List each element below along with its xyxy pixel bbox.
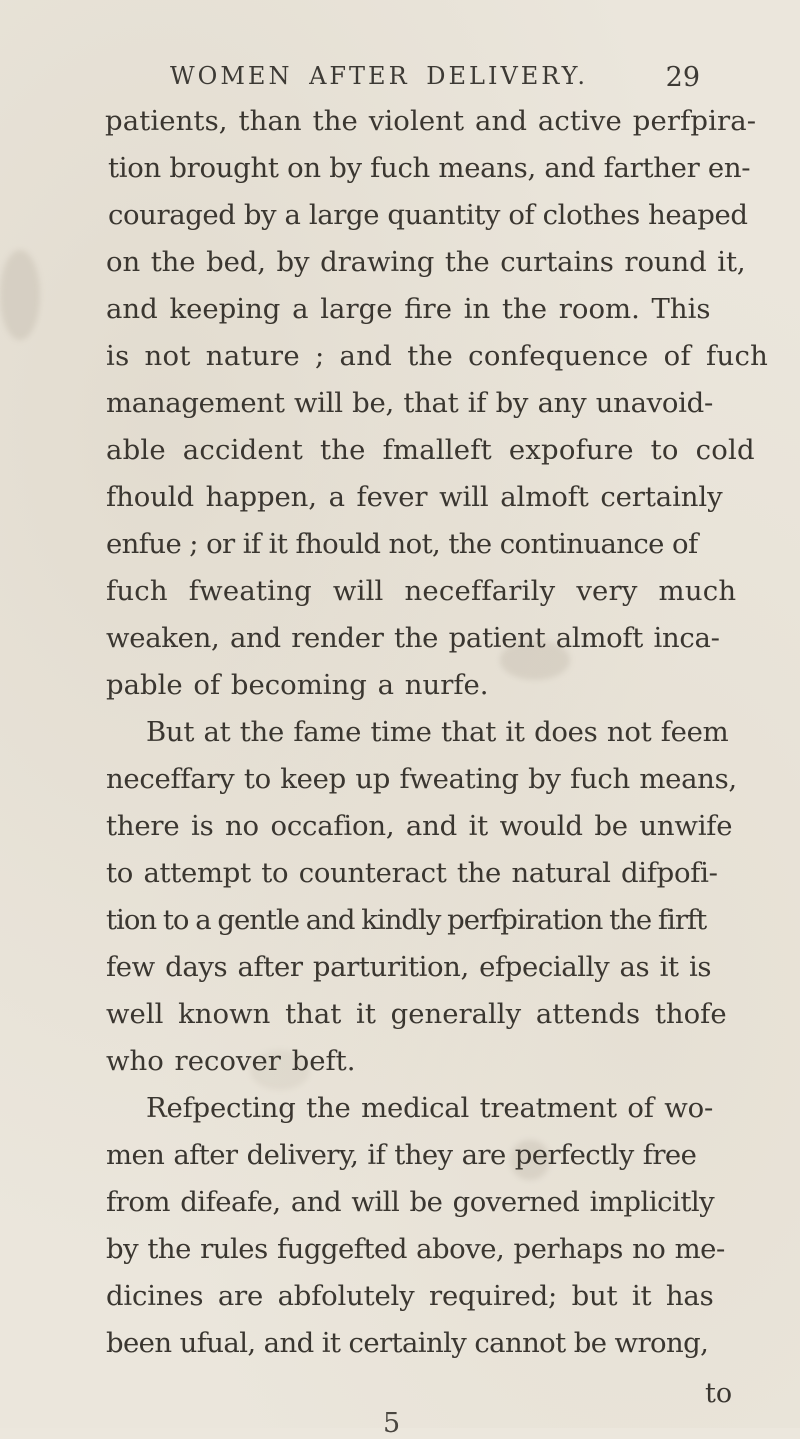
text-line: is not nature ; and the confequence of fuch xyxy=(106,340,769,372)
text-line: couraged by a large quantity of clothes heaped xyxy=(108,199,748,231)
text-line: patients, than the violent and active perfpira- xyxy=(105,105,757,137)
text-line: who recover beft. xyxy=(106,1045,356,1077)
text-line: few days after parturition, efpecially as it is xyxy=(106,951,712,983)
text-line: to attempt to counteract the natural difpofi- xyxy=(106,857,718,889)
paper-stain xyxy=(0,250,40,340)
signature-mark: 5 xyxy=(383,1408,401,1439)
text-line: But at the fame time that it does not feem xyxy=(146,716,729,748)
text-line: been ufual, and it certainly cannot be wrong, xyxy=(106,1327,709,1359)
text-line: dicines are abfolutely required; but it has xyxy=(106,1280,714,1312)
text-line: fhould happen, a fever will almoft certainly xyxy=(106,481,723,513)
text-line: pable of becoming a nurfe. xyxy=(106,669,489,701)
text-line: tion brought on by fuch means, and farther en- xyxy=(108,152,751,184)
text-line: on the bed, by drawing the curtains round it, xyxy=(106,246,746,278)
text-line: Refpecting the medical treatment of wo- xyxy=(146,1092,714,1124)
text-line: management will be, that if by any unavoid- xyxy=(106,387,713,419)
text-line: able accident the fmalleft expofure to cold xyxy=(106,434,755,466)
text-line: enfue ; or if it fhould not, the continuance of xyxy=(106,528,698,560)
catchword: to xyxy=(705,1378,733,1409)
text-line: there is no occafion, and it would be unwife xyxy=(106,810,733,842)
text-line: men after delivery, if they are perfectly free xyxy=(106,1139,697,1171)
text-line: neceffary to keep up fweating by fuch means, xyxy=(106,763,737,795)
text-line: well known that it generally attends thofe xyxy=(106,998,727,1030)
text-line: fuch fweating will neceffarily very much xyxy=(106,575,737,607)
text-line: from difeafe, and will be governed implicitly xyxy=(106,1186,715,1218)
running-head xyxy=(150,62,710,102)
text-line: weaken, and render the patient almoft inca- xyxy=(106,622,720,654)
page-number: 29 xyxy=(665,62,700,93)
text-line: and keeping a large fire in the room. This xyxy=(106,293,711,325)
running-title: WOMEN AFTER DELIVERY. xyxy=(170,62,589,90)
text-line: by the rules fuggefted above, perhaps no me- xyxy=(106,1233,725,1265)
text-line: tion to a gentle and kindly perfpiration the firft xyxy=(106,904,707,936)
